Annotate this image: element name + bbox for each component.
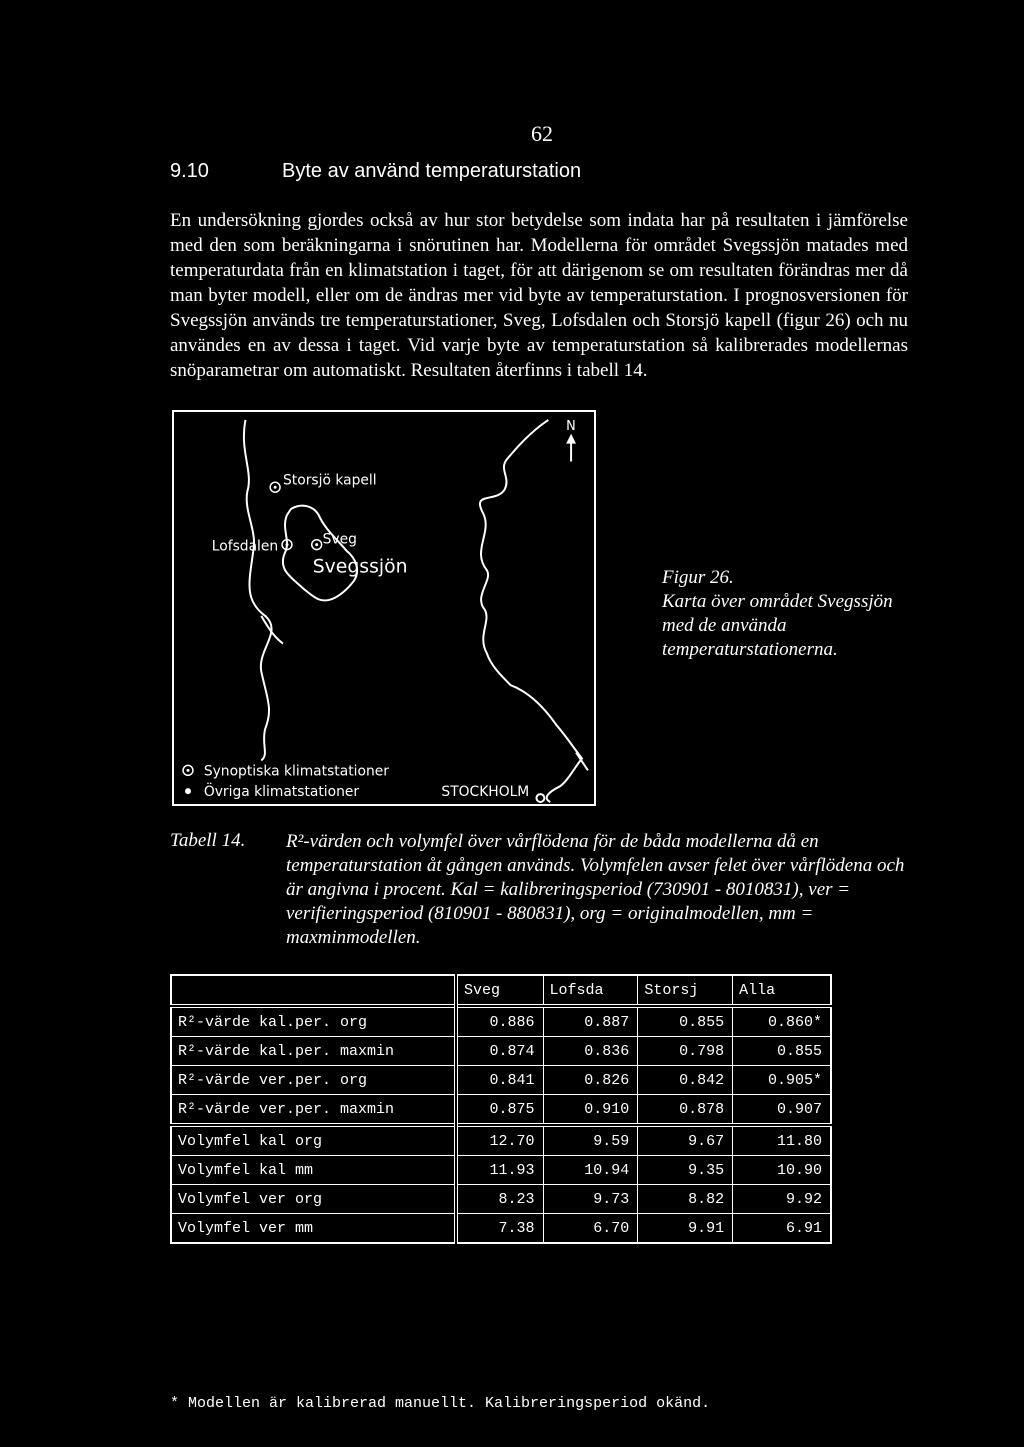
sveg-label: Sveg [322, 531, 357, 548]
figure-caption [662, 566, 922, 662]
table-cell: 6.70 [543, 1214, 638, 1244]
table-cell: 0.907 [733, 1095, 831, 1126]
table-cell: 0.874 [456, 1037, 543, 1066]
table-cell: 8.82 [638, 1185, 733, 1214]
table-cell: 6.91 [733, 1214, 831, 1244]
lake-outline [283, 506, 357, 601]
column-header: Alla [733, 975, 831, 1006]
table-row [171, 1125, 831, 1156]
table-cell: 0.887 [543, 1006, 638, 1037]
footnote: * Modellen är kalibrerad manuellt. Kalibreringsperiod okänd. [170, 1395, 711, 1412]
table-cell: 11.93 [456, 1156, 543, 1185]
table-row [171, 1214, 831, 1244]
legend-synoptic-icon [183, 765, 193, 775]
stockholm-label: STOCKHOLM [441, 784, 530, 801]
north-label: N [566, 418, 576, 434]
table-row [171, 1037, 831, 1066]
table-cell: 0.878 [638, 1095, 733, 1126]
map-figure [172, 410, 596, 806]
row-label: R²-värde ver.per. maxmin [171, 1095, 456, 1126]
table-cell: 9.35 [638, 1156, 733, 1185]
table-row [171, 1185, 831, 1214]
table-caption-label: Tabell 14. [170, 830, 246, 851]
row-label: R²-värde kal.per. maxmin [171, 1037, 456, 1066]
row-label: Volymfel kal mm [171, 1156, 456, 1185]
table-row [171, 1095, 831, 1126]
figure-caption-text: Karta över området Svegssjön med de använda temperaturstationerna. [662, 591, 893, 660]
page-number: 62 [531, 121, 553, 146]
table-row [171, 1156, 831, 1185]
table-cell: 10.90 [733, 1156, 831, 1185]
table-cell: 0.855 [733, 1037, 831, 1066]
row-label: R²-värde kal.per. org [171, 1006, 456, 1037]
table-cell: 9.73 [543, 1185, 638, 1214]
table-cell: 0.798 [638, 1037, 733, 1066]
table-cell: 0.842 [638, 1066, 733, 1095]
table-cell: 12.70 [456, 1125, 543, 1156]
table-cell: 0.910 [543, 1095, 638, 1126]
legend-other-icon [185, 788, 191, 794]
storsjo-marker [270, 482, 280, 492]
lofsdalen-label: Lofsdalen [211, 538, 279, 555]
table-row [171, 1066, 831, 1095]
table-cell: 0.836 [543, 1037, 638, 1066]
table-cell: 0.826 [543, 1066, 638, 1095]
table-corner-cell [171, 975, 456, 1006]
column-header: Lofsda [543, 975, 638, 1006]
section-number: 9.10 [170, 160, 209, 182]
row-label: Volymfel kal org [171, 1125, 456, 1156]
figure-caption-label: Figur 26. [662, 567, 734, 588]
table-cell: 11.80 [733, 1125, 831, 1156]
section-heading [170, 160, 581, 183]
table-caption-text: R²-värden och volymfel över vårflödena för de båda modellerna då en temperaturstation åt gången används. Volymfelen avser felet över vårflödena och är angivna i procent. Kal = kalibreringsperiod (730901 - 8010831), ver = verifieringsperiod (810901 - 880831), org = originalmodellen, mm = maxminmodellen. [286, 831, 905, 948]
section-title: Byte av använd temperaturstation [282, 160, 582, 182]
east-border-line [480, 420, 582, 802]
table-cell: 8.23 [456, 1185, 543, 1214]
table-cell: 0.886 [456, 1006, 543, 1037]
storsjo-label: Storsjö kapell [283, 472, 377, 489]
table-row [171, 1006, 831, 1037]
results-table [170, 974, 832, 1244]
sveg-marker [312, 540, 322, 550]
table-cell: 9.59 [543, 1125, 638, 1156]
table-cell: 0.855 [638, 1006, 733, 1037]
row-label: R²-värde ver.per. org [171, 1066, 456, 1095]
table-cell: 10.94 [543, 1156, 638, 1185]
column-header: Storsj [638, 975, 733, 1006]
table-cell: 9.67 [638, 1125, 733, 1156]
table-cell: 0.905* [733, 1066, 831, 1095]
table-cell: 0.841 [456, 1066, 543, 1095]
svegssjon-label: Svegssjön [312, 556, 408, 578]
west-border-line [244, 420, 272, 761]
column-header: Sveg [456, 975, 543, 1006]
table-cell: 0.860* [733, 1006, 831, 1037]
row-label: Volymfel ver org [171, 1185, 456, 1214]
row-label: Volymfel ver mm [171, 1214, 456, 1244]
map-drawing [174, 412, 594, 804]
legend-other-label: Övriga klimatstationer [203, 784, 360, 801]
table-header-row [171, 975, 831, 1006]
table-cell: 0.875 [456, 1095, 543, 1126]
body-paragraph: En undersökning gjordes också av hur stor betydelse som indata har på resultaten i jämförelse med den som beräkningarna i snörutinen har. Modellerna för området Svegssjön matades med temperaturdata från en klimatstation i taget, för att därigenom se om resultaten förändras mer då man byter modell, eller om de ändras mer vid byte av temperaturstation. I prognosversionen för Svegssjön används tre temperaturstationer, Sveg, Lofsdalen och Storsjö kapell (figur 26) och nu användes en av dessa i taget. Vid varje byte av temperaturstation så kalibrerades modellernas snöparametrar om automatiskt. Resultaten återfinns i tabell 14. [170, 210, 908, 381]
legend-synoptic-label: Synoptiska klimatstationer [203, 763, 389, 780]
table-cell: 7.38 [456, 1214, 543, 1244]
table-cell: 9.92 [733, 1185, 831, 1214]
table-cell: 9.91 [638, 1214, 733, 1244]
